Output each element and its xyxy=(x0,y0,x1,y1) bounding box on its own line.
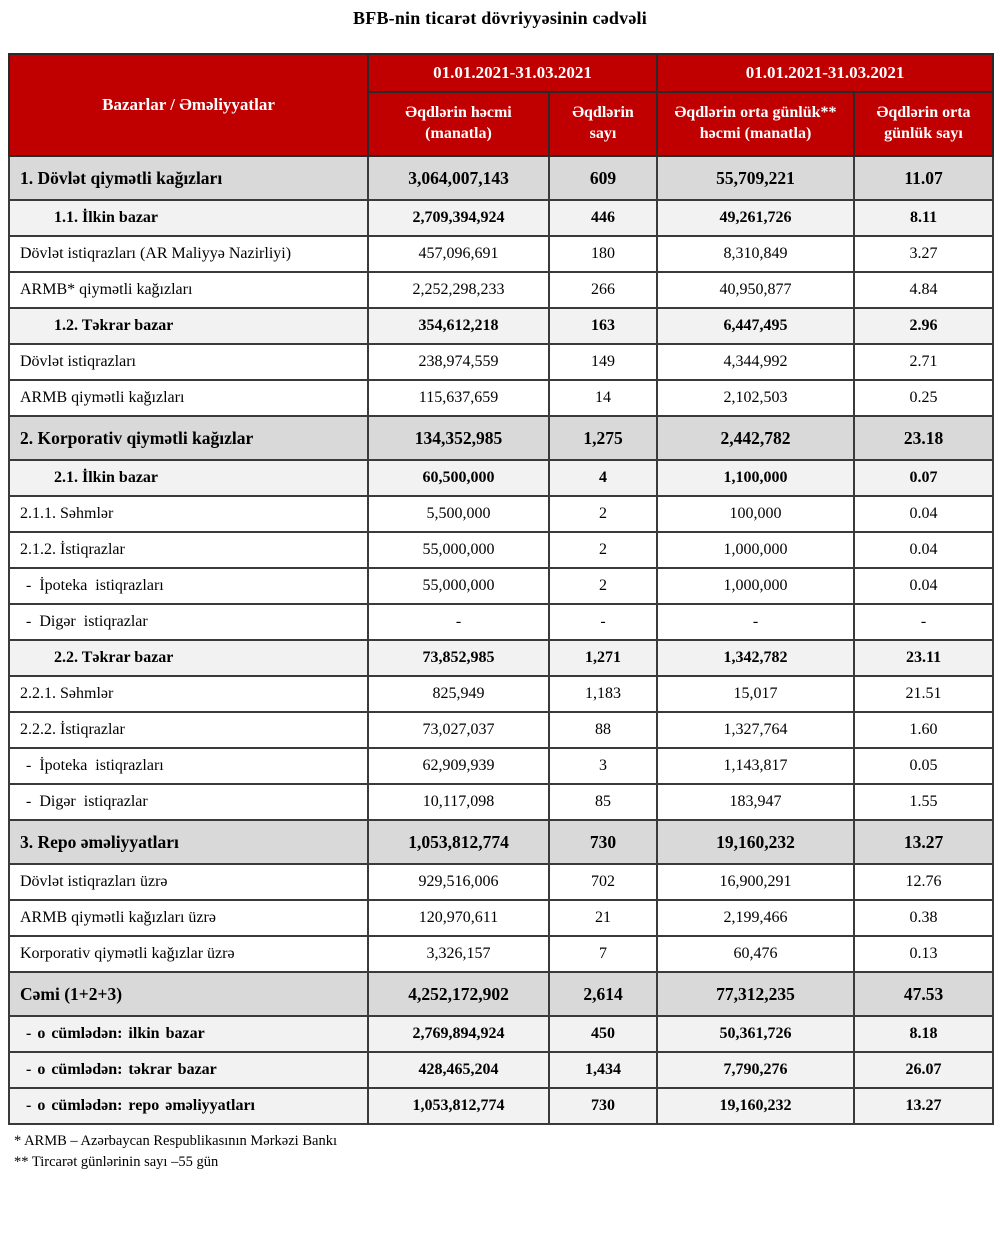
row-label: - İpoteka istiqrazları xyxy=(9,568,368,604)
cell-deal-volume: 55,000,000 xyxy=(368,532,549,568)
cell-avg-daily-count: 23.18 xyxy=(854,416,993,460)
row-label: 3. Repo əməliyyatları xyxy=(9,820,368,864)
cell-deal-volume: 10,117,098 xyxy=(368,784,549,820)
cell-avg-daily-volume: 1,342,782 xyxy=(657,640,854,676)
cell-deal-count: 7 xyxy=(549,936,657,972)
cell-deal-count: 4 xyxy=(549,460,657,496)
cell-deal-volume: 134,352,985 xyxy=(368,416,549,460)
column-header-deal-volume: Əqdlərin həcmi (manatla) xyxy=(368,92,549,156)
cell-deal-count: 14 xyxy=(549,380,657,416)
cell-avg-daily-volume: 1,143,817 xyxy=(657,748,854,784)
cell-deal-count: 2 xyxy=(549,496,657,532)
table-row xyxy=(9,900,993,936)
cell-avg-daily-volume: 60,476 xyxy=(657,936,854,972)
table-row xyxy=(9,712,993,748)
cell-deal-volume: 1,053,812,774 xyxy=(368,1088,549,1124)
cell-deal-volume: 354,612,218 xyxy=(368,308,549,344)
cell-avg-daily-count: 2.96 xyxy=(854,308,993,344)
row-label: - o cümlədən: repo əməliyyatları xyxy=(9,1088,368,1124)
cell-avg-daily-count: 13.27 xyxy=(854,1088,993,1124)
cell-deal-count: 446 xyxy=(549,200,657,236)
footnote-armb: * ARMB – Azərbaycan Respublikasının Mərkəzi Bankı xyxy=(14,1133,337,1149)
table-row xyxy=(9,272,993,308)
cell-avg-daily-volume: 15,017 xyxy=(657,676,854,712)
cell-avg-daily-count: 8.18 xyxy=(854,1016,993,1052)
cell-deal-count: 180 xyxy=(549,236,657,272)
cell-avg-daily-count: 47.53 xyxy=(854,972,993,1016)
table-row xyxy=(9,568,993,604)
cell-deal-count: 2 xyxy=(549,532,657,568)
cell-avg-daily-count: 0.25 xyxy=(854,380,993,416)
table-row xyxy=(9,200,993,236)
cell-avg-daily-volume: 1,100,000 xyxy=(657,460,854,496)
cell-deal-count: 702 xyxy=(549,864,657,900)
table-row xyxy=(9,532,993,568)
row-label: ARMB* qiymətli kağızları xyxy=(9,272,368,308)
cell-deal-volume: - xyxy=(368,604,549,640)
cell-deal-volume: 55,000,000 xyxy=(368,568,549,604)
table-row xyxy=(9,1016,993,1052)
table-row xyxy=(9,416,993,460)
cell-avg-daily-volume: 50,361,726 xyxy=(657,1016,854,1052)
row-label: 1.2. Təkrar bazar xyxy=(9,308,368,344)
row-label: 1.1. İlkin bazar xyxy=(9,200,368,236)
column-header-period-2: 01.01.2021-31.03.2021 xyxy=(657,54,993,92)
cell-deal-volume: 3,326,157 xyxy=(368,936,549,972)
cell-deal-count: 21 xyxy=(549,900,657,936)
cell-deal-volume: 1,053,812,774 xyxy=(368,820,549,864)
cell-deal-volume: 115,637,659 xyxy=(368,380,549,416)
cell-avg-daily-count: 0.13 xyxy=(854,936,993,972)
row-label: - Digər istiqrazlar xyxy=(9,604,368,640)
cell-avg-daily-count: 0.04 xyxy=(854,568,993,604)
row-label: - o cümlədən: ilkin bazar xyxy=(9,1016,368,1052)
table-row xyxy=(9,236,993,272)
cell-avg-daily-count: 11.07 xyxy=(854,156,993,200)
cell-avg-daily-volume: 1,327,764 xyxy=(657,712,854,748)
cell-avg-daily-count: 2.71 xyxy=(854,344,993,380)
table-row xyxy=(9,784,993,820)
row-label: 2.1.1. Səhmlər xyxy=(9,496,368,532)
row-label: 1. Dövlət qiymətli kağızları xyxy=(9,156,368,200)
row-label: - Digər istiqrazlar xyxy=(9,784,368,820)
cell-avg-daily-volume: 2,102,503 xyxy=(657,380,854,416)
column-header-markets-operations: Bazarlar / Əməliyyatlar xyxy=(9,54,368,156)
table-row xyxy=(9,748,993,784)
column-header-avg-daily-count: Əqdlərin orta günlük sayı xyxy=(854,92,993,156)
cell-deal-count: - xyxy=(549,604,657,640)
cell-avg-daily-count: 3.27 xyxy=(854,236,993,272)
cell-deal-count: 2,614 xyxy=(549,972,657,1016)
cell-avg-daily-volume: 2,199,466 xyxy=(657,900,854,936)
cell-avg-daily-volume: 40,950,877 xyxy=(657,272,854,308)
row-label: 2.2. Təkrar bazar xyxy=(9,640,368,676)
cell-deal-volume: 2,709,394,924 xyxy=(368,200,549,236)
cell-avg-daily-count: 12.76 xyxy=(854,864,993,900)
cell-avg-daily-volume: 2,442,782 xyxy=(657,416,854,460)
row-label: - İpoteka istiqrazları xyxy=(9,748,368,784)
header-period-row xyxy=(9,54,993,92)
cell-avg-daily-count: 0.04 xyxy=(854,532,993,568)
table-row xyxy=(9,308,993,344)
page-title: BFB-nin ticarət dövriyyəsinin cədvəli xyxy=(353,8,647,28)
footnote-trading-days: ** Tircarət günlərinin sayı –55 gün xyxy=(14,1154,219,1171)
cell-avg-daily-count: 4.84 xyxy=(854,272,993,308)
column-header-deal-count: Əqdlərin sayı xyxy=(549,92,657,156)
cell-avg-daily-count: 8.11 xyxy=(854,200,993,236)
cell-avg-daily-volume: 1,000,000 xyxy=(657,568,854,604)
cell-avg-daily-volume: 4,344,992 xyxy=(657,344,854,380)
cell-deal-count: 450 xyxy=(549,1016,657,1052)
cell-deal-volume: 428,465,204 xyxy=(368,1052,549,1088)
row-label: 2. Korporativ qiymətli kağızlar xyxy=(9,416,368,460)
cell-deal-volume: 2,252,298,233 xyxy=(368,272,549,308)
cell-deal-volume: 238,974,559 xyxy=(368,344,549,380)
cell-avg-daily-volume: 100,000 xyxy=(657,496,854,532)
table-row xyxy=(9,604,993,640)
row-label: ARMB qiymətli kağızları üzrə xyxy=(9,900,368,936)
table-row xyxy=(9,380,993,416)
cell-avg-daily-volume: 49,261,726 xyxy=(657,200,854,236)
table-row xyxy=(9,864,993,900)
cell-avg-daily-count: 0.07 xyxy=(854,460,993,496)
column-header-period-1: 01.01.2021-31.03.2021 xyxy=(368,54,657,92)
table-row xyxy=(9,496,993,532)
cell-deal-count: 149 xyxy=(549,344,657,380)
cell-deal-volume: 62,909,939 xyxy=(368,748,549,784)
row-label: 2.1.2. İstiqrazlar xyxy=(9,532,368,568)
row-label: Dövlət istiqrazları xyxy=(9,344,368,380)
row-label: - o cümlədən: təkrar bazar xyxy=(9,1052,368,1088)
table-row xyxy=(9,156,993,200)
table-body xyxy=(9,156,993,1124)
cell-avg-daily-count: 21.51 xyxy=(854,676,993,712)
row-label: 2.2.1. Səhmlər xyxy=(9,676,368,712)
cell-deal-count: 3 xyxy=(549,748,657,784)
table-row xyxy=(9,1088,993,1124)
cell-avg-daily-volume: 16,900,291 xyxy=(657,864,854,900)
cell-deal-count: 1,183 xyxy=(549,676,657,712)
cell-avg-daily-count: 0.04 xyxy=(854,496,993,532)
table-row xyxy=(9,1052,993,1088)
table-row xyxy=(9,820,993,864)
cell-avg-daily-count: 13.27 xyxy=(854,820,993,864)
cell-avg-daily-volume: 7,790,276 xyxy=(657,1052,854,1088)
cell-deal-volume: 73,027,037 xyxy=(368,712,549,748)
row-label: Korporativ qiymətli kağızlar üzrə xyxy=(9,936,368,972)
cell-deal-count: 2 xyxy=(549,568,657,604)
cell-avg-daily-count: 0.38 xyxy=(854,900,993,936)
cell-deal-count: 1,271 xyxy=(549,640,657,676)
cell-deal-volume: 5,500,000 xyxy=(368,496,549,532)
cell-deal-volume: 120,970,611 xyxy=(368,900,549,936)
cell-deal-volume: 73,852,985 xyxy=(368,640,549,676)
cell-deal-volume: 3,064,007,143 xyxy=(368,156,549,200)
cell-avg-daily-volume: 183,947 xyxy=(657,784,854,820)
cell-deal-volume: 457,096,691 xyxy=(368,236,549,272)
cell-deal-count: 609 xyxy=(549,156,657,200)
cell-avg-daily-volume: 19,160,232 xyxy=(657,1088,854,1124)
cell-avg-daily-count: - xyxy=(854,604,993,640)
cell-avg-daily-count: 1.60 xyxy=(854,712,993,748)
cell-avg-daily-volume: 55,709,221 xyxy=(657,156,854,200)
cell-avg-daily-volume: 6,447,495 xyxy=(657,308,854,344)
cell-deal-count: 730 xyxy=(549,820,657,864)
cell-deal-count: 85 xyxy=(549,784,657,820)
cell-avg-daily-count: 26.07 xyxy=(854,1052,993,1088)
row-label: 2.1. İlkin bazar xyxy=(9,460,368,496)
table-row xyxy=(9,972,993,1016)
cell-deal-count: 88 xyxy=(549,712,657,748)
cell-avg-daily-volume: 19,160,232 xyxy=(657,820,854,864)
column-header-avg-daily-volume: Əqdlərin orta günlük** həcmi (manatla) xyxy=(657,92,854,156)
table-row xyxy=(9,676,993,712)
cell-deal-count: 730 xyxy=(549,1088,657,1124)
row-label: Cəmi (1+2+3) xyxy=(9,972,368,1016)
table-row xyxy=(9,936,993,972)
trading-turnover-table xyxy=(8,53,994,1125)
cell-avg-daily-volume: - xyxy=(657,604,854,640)
cell-deal-volume: 60,500,000 xyxy=(368,460,549,496)
row-label: ARMB qiymətli kağızları xyxy=(9,380,368,416)
cell-deal-count: 163 xyxy=(549,308,657,344)
table-row xyxy=(9,640,993,676)
row-label: Dövlət istiqrazları (AR Maliyyə Nazirliyi) xyxy=(9,236,368,272)
table-header xyxy=(9,54,993,156)
footnotes xyxy=(14,1131,1000,1173)
cell-avg-daily-volume: 8,310,849 xyxy=(657,236,854,272)
cell-deal-count: 1,434 xyxy=(549,1052,657,1088)
cell-avg-daily-count: 1.55 xyxy=(854,784,993,820)
cell-avg-daily-volume: 77,312,235 xyxy=(657,972,854,1016)
cell-avg-daily-count: 23.11 xyxy=(854,640,993,676)
row-label: 2.2.2. İstiqrazlar xyxy=(9,712,368,748)
row-label: Dövlət istiqrazları üzrə xyxy=(9,864,368,900)
cell-avg-daily-volume: 1,000,000 xyxy=(657,532,854,568)
cell-avg-daily-count: 0.05 xyxy=(854,748,993,784)
cell-deal-volume: 4,252,172,902 xyxy=(368,972,549,1016)
cell-deal-count: 266 xyxy=(549,272,657,308)
cell-deal-volume: 2,769,894,924 xyxy=(368,1016,549,1052)
table-row xyxy=(9,460,993,496)
cell-deal-volume: 825,949 xyxy=(368,676,549,712)
cell-deal-volume: 929,516,006 xyxy=(368,864,549,900)
cell-deal-count: 1,275 xyxy=(549,416,657,460)
table-row xyxy=(9,344,993,380)
